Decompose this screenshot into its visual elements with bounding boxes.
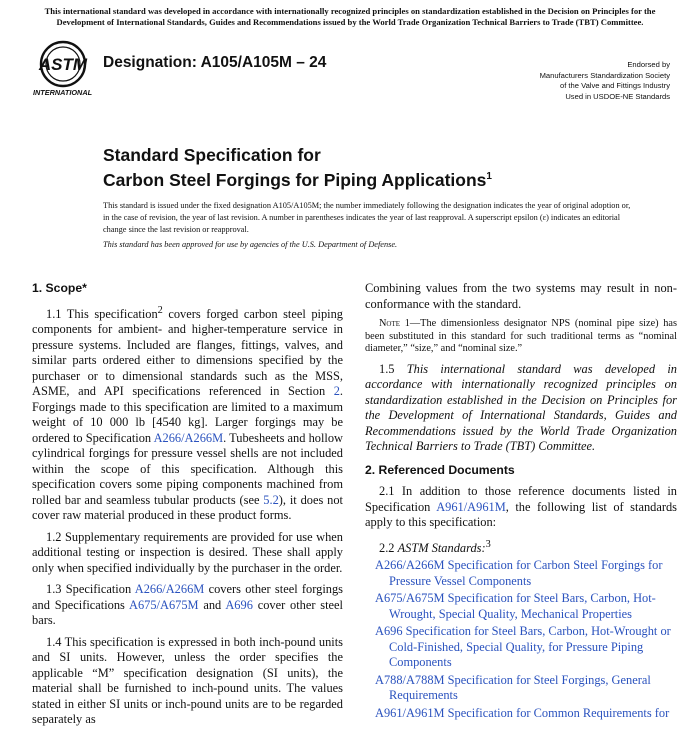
endorsement-line: Endorsed by <box>627 60 670 69</box>
paragraph-continued: Combining values from the two systems may result in non-conformance with the standard. <box>365 281 677 311</box>
dod-approval-note: This standard has been approved for use by agencies of the U.S. Department of Defense. <box>103 240 398 249</box>
endorsement-line: Used in USDOE-NE Standards <box>565 91 670 101</box>
title-line-1: Standard Specification for <box>103 145 321 165</box>
a266-link[interactable]: A266/A266M <box>153 430 224 445</box>
paragraph-2-2: 2.2 ASTM Standards:$^3$ <box>379 538 491 555</box>
a961-link[interactable]: A961/A961M <box>436 499 506 514</box>
paragraph-1-2: 1.2 Supplementary requirements are provided for use when additional testing or inspection is desired. These shall apply only when specified individually by the purchaser in the order. <box>32 529 343 575</box>
paragraph-2-1: 2.1 In addition to those reference documents listed in Specification A961/A961M, the following list of standards apply to this specification: <box>365 484 677 530</box>
reference-a788[interactable]: A788/A788M Specification for Steel Forgings, General Requirements <box>375 672 651 703</box>
section-5-2-link[interactable]: 5.2 <box>263 492 279 507</box>
reference-a961[interactable]: A961/A961M Specification for Common Requirements for <box>375 705 670 720</box>
endorsement-line: of the Valve and Fittings Industry <box>559 81 670 90</box>
endorsement-line: Manufacturers Standardization Society <box>539 70 670 80</box>
logo-text: ASTM <box>38 55 88 74</box>
footnote-ref: 2 <box>157 304 163 316</box>
note-label: Note 1 <box>379 318 410 329</box>
endorsement <box>450 60 670 102</box>
reference-a675[interactable]: A675/A675M Specification for Steel Bars, Carbon, Hot-Wrought, Special Quality, Mechanical Properties <box>375 591 656 621</box>
section-referenced-documents-heading: 2. Referenced Documents <box>365 462 515 477</box>
section-scope-heading: 1. Scope* <box>32 281 87 295</box>
paragraph-1-4: 1.4 This specification is expressed in both inch-pound units and SI units. However, unless the order specifies the applicable “M” specification designation (SI units), the material shall be furnished to inch-pound units. The values stated in either SI units or inch-pound units are to be regarded separately as <box>32 634 343 727</box>
a675-link[interactable]: A675/A675M <box>129 597 199 612</box>
right-column <box>365 281 677 723</box>
paragraph-1-1: 1.1 This specification$^2$ covers forged carbon steel piping components for ambient- and higher-temperature service in pressure systems. Included are flanges, fittings, valves, and similar parts ordered either to dimensions specified by the purchaser or to dimensional standards such as the MSS, ASME, and API specifications referenced in Section 2. Forgings made to this specification are limited to a maximum weight of 10 000 lb [4540 kg]. Larger forgings may be ordered to Specification A266/A266M. Tubesheets and hollow cylindrical forgings for pressure vessel shells are not included within the scope of this specification. Although this specification covers some piping components machined from rolled bar and seamless tubular products (see 5.2), it does not cover raw material produced in these product forms. <box>32 304 343 523</box>
a266-link[interactable]: A266/A266M <box>134 582 205 597</box>
designation: Designation: A105/A105M – 24 <box>103 54 327 71</box>
reference-a266[interactable]: A266/A266M Specification for Carbon Steel Forgings for Pressure Vessel Components <box>375 558 663 588</box>
wto-notice: This international standard was developed in accordance with internationally recognized principles on standardization established in the Decision on Principles for the Development of International Standards, Guides and Recommendations issued by the World Trade Organization Technical Barriers to Trade (TBT) Committee. <box>44 6 656 27</box>
section-2-link[interactable]: 2 <box>333 384 340 399</box>
paragraph-1-3: 1.3 Specification A266/A266M covers other steel forgings and Specifications A675/A675M and A696 cover other steel bars. <box>32 582 343 628</box>
standard-title <box>103 145 492 191</box>
left-column <box>32 281 343 734</box>
reference-a696[interactable]: A696 Specification for Steel Bars, Carbon, Hot-Wrought or Cold-Finished, Special Quality, for Pressure Piping Components <box>375 624 671 670</box>
title-line-2: Carbon Steel Forgings for Piping Applications$^1$ <box>103 169 492 190</box>
paragraph-1-5: 1.5 This international standard was developed in accordance with internationally recognized principles on standardization established in the Decision on Principles for the Development of International Standards, Guides and Recommendations issued by the World Trade Organization Technical Barriers to Trade (TBT) Committee. <box>365 361 677 454</box>
logo-subtitle: INTERNATIONAL <box>33 88 93 97</box>
a696-link[interactable]: A696 <box>225 597 253 612</box>
title-footnote: 1 <box>486 171 492 182</box>
note-1: Note 1—The dimensionless designator NPS (nominal pipe size) has been substituted in this standard for such traditional terms as “nominal diameter,” “size,” and “nominal size.” <box>365 318 677 355</box>
issued-note: This standard is issued under the fixed designation A105/A105M; the number immediately following the designation indicates the year of original adoption or, in the case of revision, the year of last revision. A number in parentheses indicates the year of last reapproval. A superscript epsilon (ε) indicates an editorial change since the last revision or reapproval. <box>103 201 631 234</box>
